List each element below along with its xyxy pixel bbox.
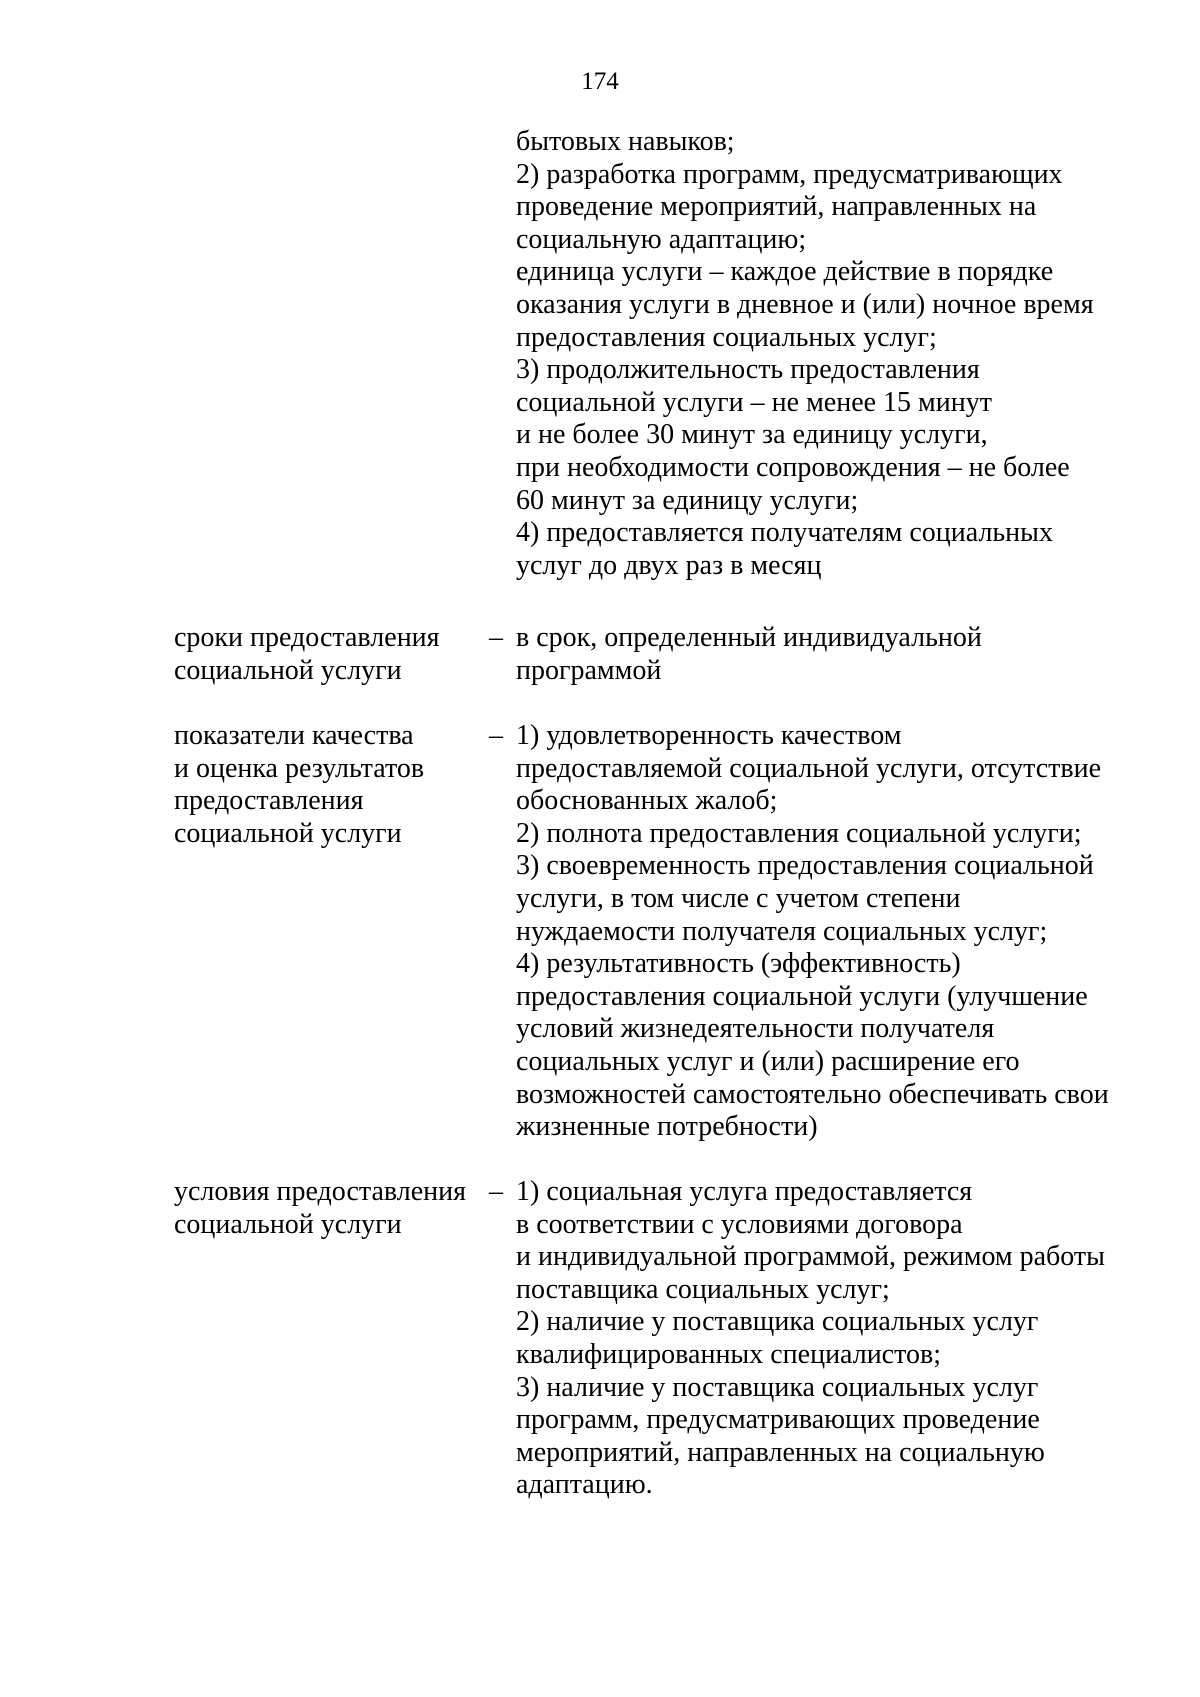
- value-line: адаптацию.: [516, 1469, 653, 1501]
- value-line: квалифицированных специалистов;: [516, 1338, 941, 1370]
- section-label: [174, 1176, 494, 1241]
- value-line: 2) наличие у поставщика социальных услуг: [516, 1306, 1039, 1338]
- value-line: в соответствии с условиями договора: [516, 1208, 963, 1240]
- value-line: обоснованных жалоб;: [516, 785, 778, 817]
- value-line: и индивидуальной программой, режимом работы: [516, 1241, 1105, 1273]
- text-line: 3) продолжительность предоставления: [516, 354, 980, 386]
- value-line: 3) своевременность предоставления социальной: [516, 850, 1094, 882]
- value-line: поставщика социальных услуг;: [516, 1273, 890, 1305]
- text-line: 60 минут за единицу услуги;: [516, 484, 859, 516]
- value-line: возможностей самостоятельно обеспечивать свои: [516, 1078, 1109, 1110]
- value-line: 1) удовлетворенность качеством: [516, 720, 902, 751]
- text-line: проведение мероприятий, направленных на: [516, 191, 1037, 223]
- value-line: 3) наличие у поставщика социальных услуг: [516, 1371, 1039, 1403]
- value-line: мероприятий, направленных на социальную: [516, 1436, 1045, 1468]
- text-line: предоставления социальных услуг;: [516, 321, 937, 353]
- label-line: сроки предоставления: [174, 622, 440, 653]
- text-line: услуг до двух раз в месяц: [516, 549, 822, 581]
- value-line: 1) социальная услуга предоставляется: [516, 1176, 973, 1207]
- dash-separator: –: [489, 622, 503, 653]
- label-line: предоставления: [174, 785, 364, 817]
- label-line: условия предоставления: [174, 1176, 467, 1207]
- section-value: [516, 622, 1136, 687]
- text-line: единица услуги – каждое действие в порядке: [516, 256, 1054, 288]
- section-label: [174, 622, 494, 687]
- value-line: 4) результативность (эффективность): [516, 948, 961, 980]
- section-value: [516, 720, 1136, 1144]
- value-line: программ, предусматривающих проведение: [516, 1404, 1040, 1436]
- text-line: бытовых навыков;: [516, 126, 735, 157]
- label-line: социальной услуги: [174, 817, 402, 849]
- section-label: [174, 720, 494, 850]
- value-line: предоставляемой социальной услуги, отсутствие: [516, 752, 1102, 784]
- text-line: социальную адаптацию;: [516, 223, 807, 255]
- text-line: 4) предоставляется получателям социальных: [516, 517, 1053, 549]
- label-line: показатели качества: [174, 720, 414, 751]
- value-line: условий жизнедеятельности получателя: [516, 1013, 995, 1045]
- value-line: жизненные потребности): [516, 1111, 818, 1143]
- label-line: и оценка результатов: [174, 752, 425, 784]
- text-line: и не более 30 минут за единицу услуги,: [516, 419, 988, 451]
- continuation-text: [516, 126, 1136, 582]
- text-line: социальной услуги – не менее 15 минут: [516, 386, 992, 418]
- value-line: услуги, в том числе с учетом степени: [516, 882, 961, 914]
- value-line: 2) полнота предоставления социальной услуги;: [516, 817, 1082, 849]
- text-line: при необходимости сопровождения – не более: [516, 451, 1070, 483]
- text-line: оказания услуги в дневное и (или) ночное время: [516, 288, 1094, 320]
- page-number: 174: [581, 68, 619, 95]
- dash-separator: –: [489, 1176, 503, 1207]
- value-line: предоставления социальной услуги (улучшение: [516, 980, 1088, 1012]
- value-line: в срок, определенный индивидуальной: [516, 622, 982, 653]
- label-line: социальной услуги: [174, 654, 402, 686]
- dash-separator: –: [489, 720, 503, 751]
- value-line: программой: [516, 654, 662, 686]
- label-line: социальной услуги: [174, 1208, 402, 1240]
- value-line: нуждаемости получателя социальных услуг;: [516, 915, 1048, 947]
- section-value: [516, 1176, 1136, 1502]
- text-line: 2) разработка программ, предусматривающих: [516, 158, 1063, 190]
- value-line: социальных услуг и (или) расширение его: [516, 1045, 1020, 1077]
